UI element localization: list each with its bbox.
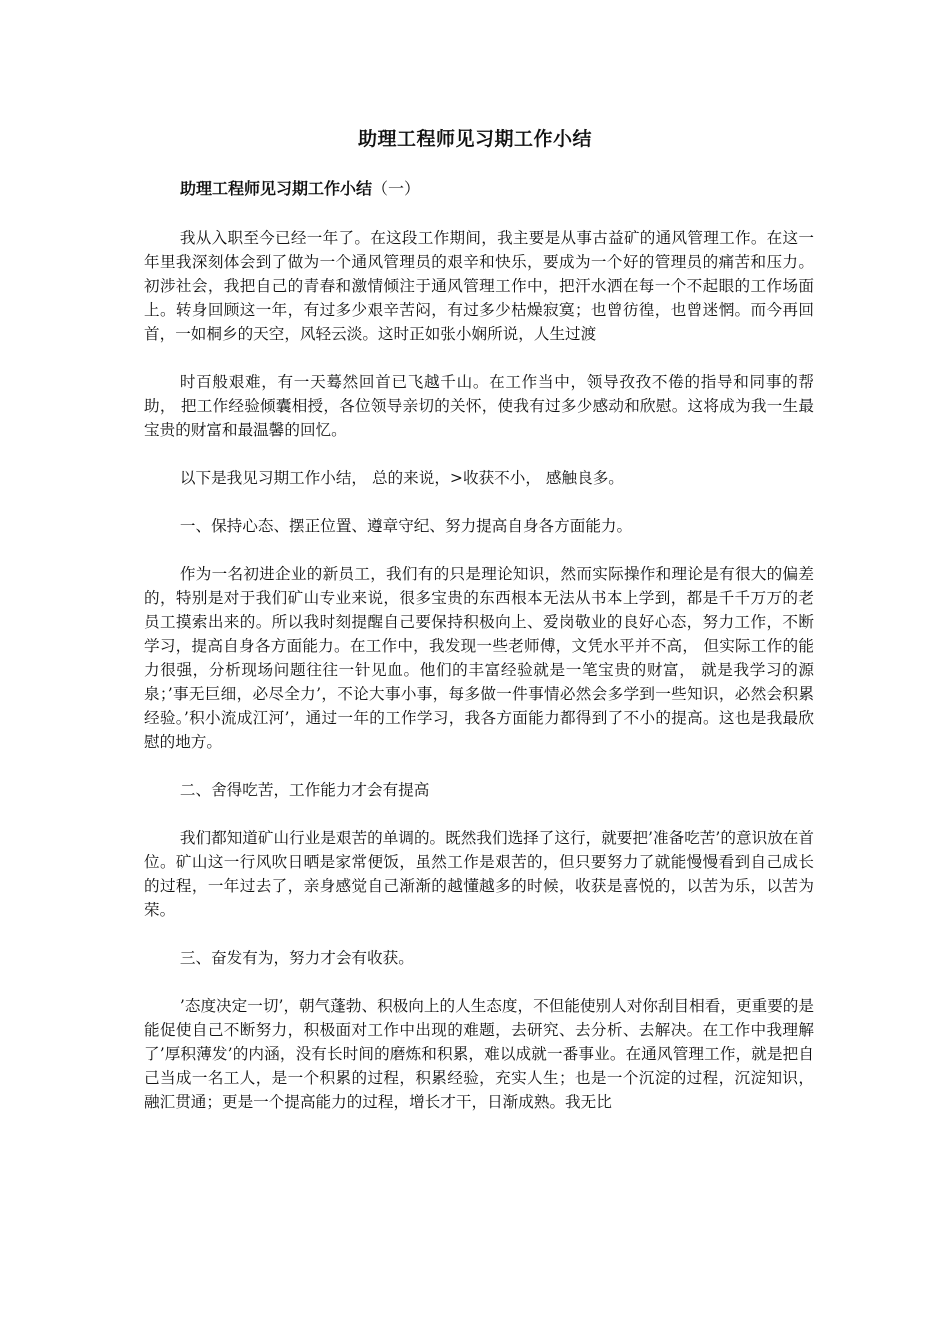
paragraph-point-two: 我们都知道矿山行业是艰苦的单调的。既然我们选择了这行，就要把’准备吃苦’的意识放在首位。矿山这一行风吹日晒是家常便饭，虽然工作是艰苦的，但只要努力了就能慢慢看到自己成长的过程，一年过去了，亲身感觉自己渐渐的越懂越多的时候，收获是喜悦的，以苦为乐，以苦为荣。 — [144, 829, 814, 919]
section-heading-suffix: （一） — [372, 179, 421, 198]
heading-point-one: 一、保持心态、摆正位置、遵章守纪、努力提高自身各方面能力。 — [179, 517, 633, 535]
document-body — [144, 226, 814, 1138]
paragraph-point-three: ’态度决定一切’，朝气蓬勃、积极向上的人生态度，不但能使别人对你刮目相看，更重要的是能促使自己不断努力，积极面对工作中出现的难题，去研究、去分析、去解决。在工作中我理解了’厚积薄发’的内涵，没有长时间的磨炼和积累，难以成就一番事业。在通风管理工作，就是把自己当成一名工人，是一个积累的过程，积累经验，充实人生；也是一个沉淀的过程，沉淀知识，融汇贯通；更是一个提高能力的过程，增长才干，日渐成熟。我无比 — [144, 997, 814, 1111]
section-heading-text: 助理工程师见习期工作小结 — [180, 179, 373, 198]
document-title: 助理工程师见习期工作小结 — [357, 128, 592, 150]
paragraph-continuation: 时百般艰难，有一天蓦然回首已飞越千山。在工作当中，领导孜孜不倦的指导和同事的帮助， 把工作经验倾囊相授，各位领导亲切的关怀，使我有过多少感动和欣慰。这将成为我一生最宝贵的财富和最温馨的回忆。 — [144, 373, 814, 439]
paragraph-point-one: 作为一名初进企业的新员工，我们有的只是理论知识，然而实际操作和理论是有很大的偏差的，特别是对于我们矿山专业来说，很多宝贵的东西根本无法从书本上学到，都是千千万万的老员工摸索出来的。所以我时刻提醒自己要保持积极向上、爱岗敬业的良好心态，努力工作，不断学习，提高自身各方面能力。在工作中，我发现一些老师傅，文凭水平并不高， 但实际工作的能力很强，分析现场问题往往一针见血。他们的丰富经验就是一笔宝贵的财富， 就是我学习的源泉；’事无巨细，必尽全力’，不论大事小事，每多做一件事情必然会多学到一些知识，必然会积累经验。’积小流成江河’，通过一年的工作学习，我各方面能力都得到了不小的提高。这也是我最欣慰的地方。 — [144, 565, 814, 751]
paragraph-intro: 我从入职至今已经一年了。在这段工作期间，我主要是从事古益矿的通风管理工作。在这一年里我深刻体会到了做为一个通风管理员的艰辛和快乐，要成为一个好的管理员的痛苦和压力。初涉社会，我把自己的青春和激情倾注于通风管理工作中，把汗水洒在每一个不起眼的工作场面上。转身回顾这一年，有过多少艰辛苦闷，有过多少枯燥寂寞；也曾彷徨，也曾迷惘。而今再回首，一如桐乡的天空，风轻云淡。这时正如张小娴所说，人生过渡 — [144, 229, 814, 343]
paragraph-summary-lead: 以下是我见习期工作小结， 总的来说，>收获不小， 感触良多。 — [179, 469, 624, 487]
heading-point-two: 二、舍得吃苦，工作能力才会有提高 — [179, 781, 430, 799]
section-heading — [180, 176, 420, 199]
heading-point-three: 三、奋发有为，努力才会有收获。 — [179, 949, 414, 967]
